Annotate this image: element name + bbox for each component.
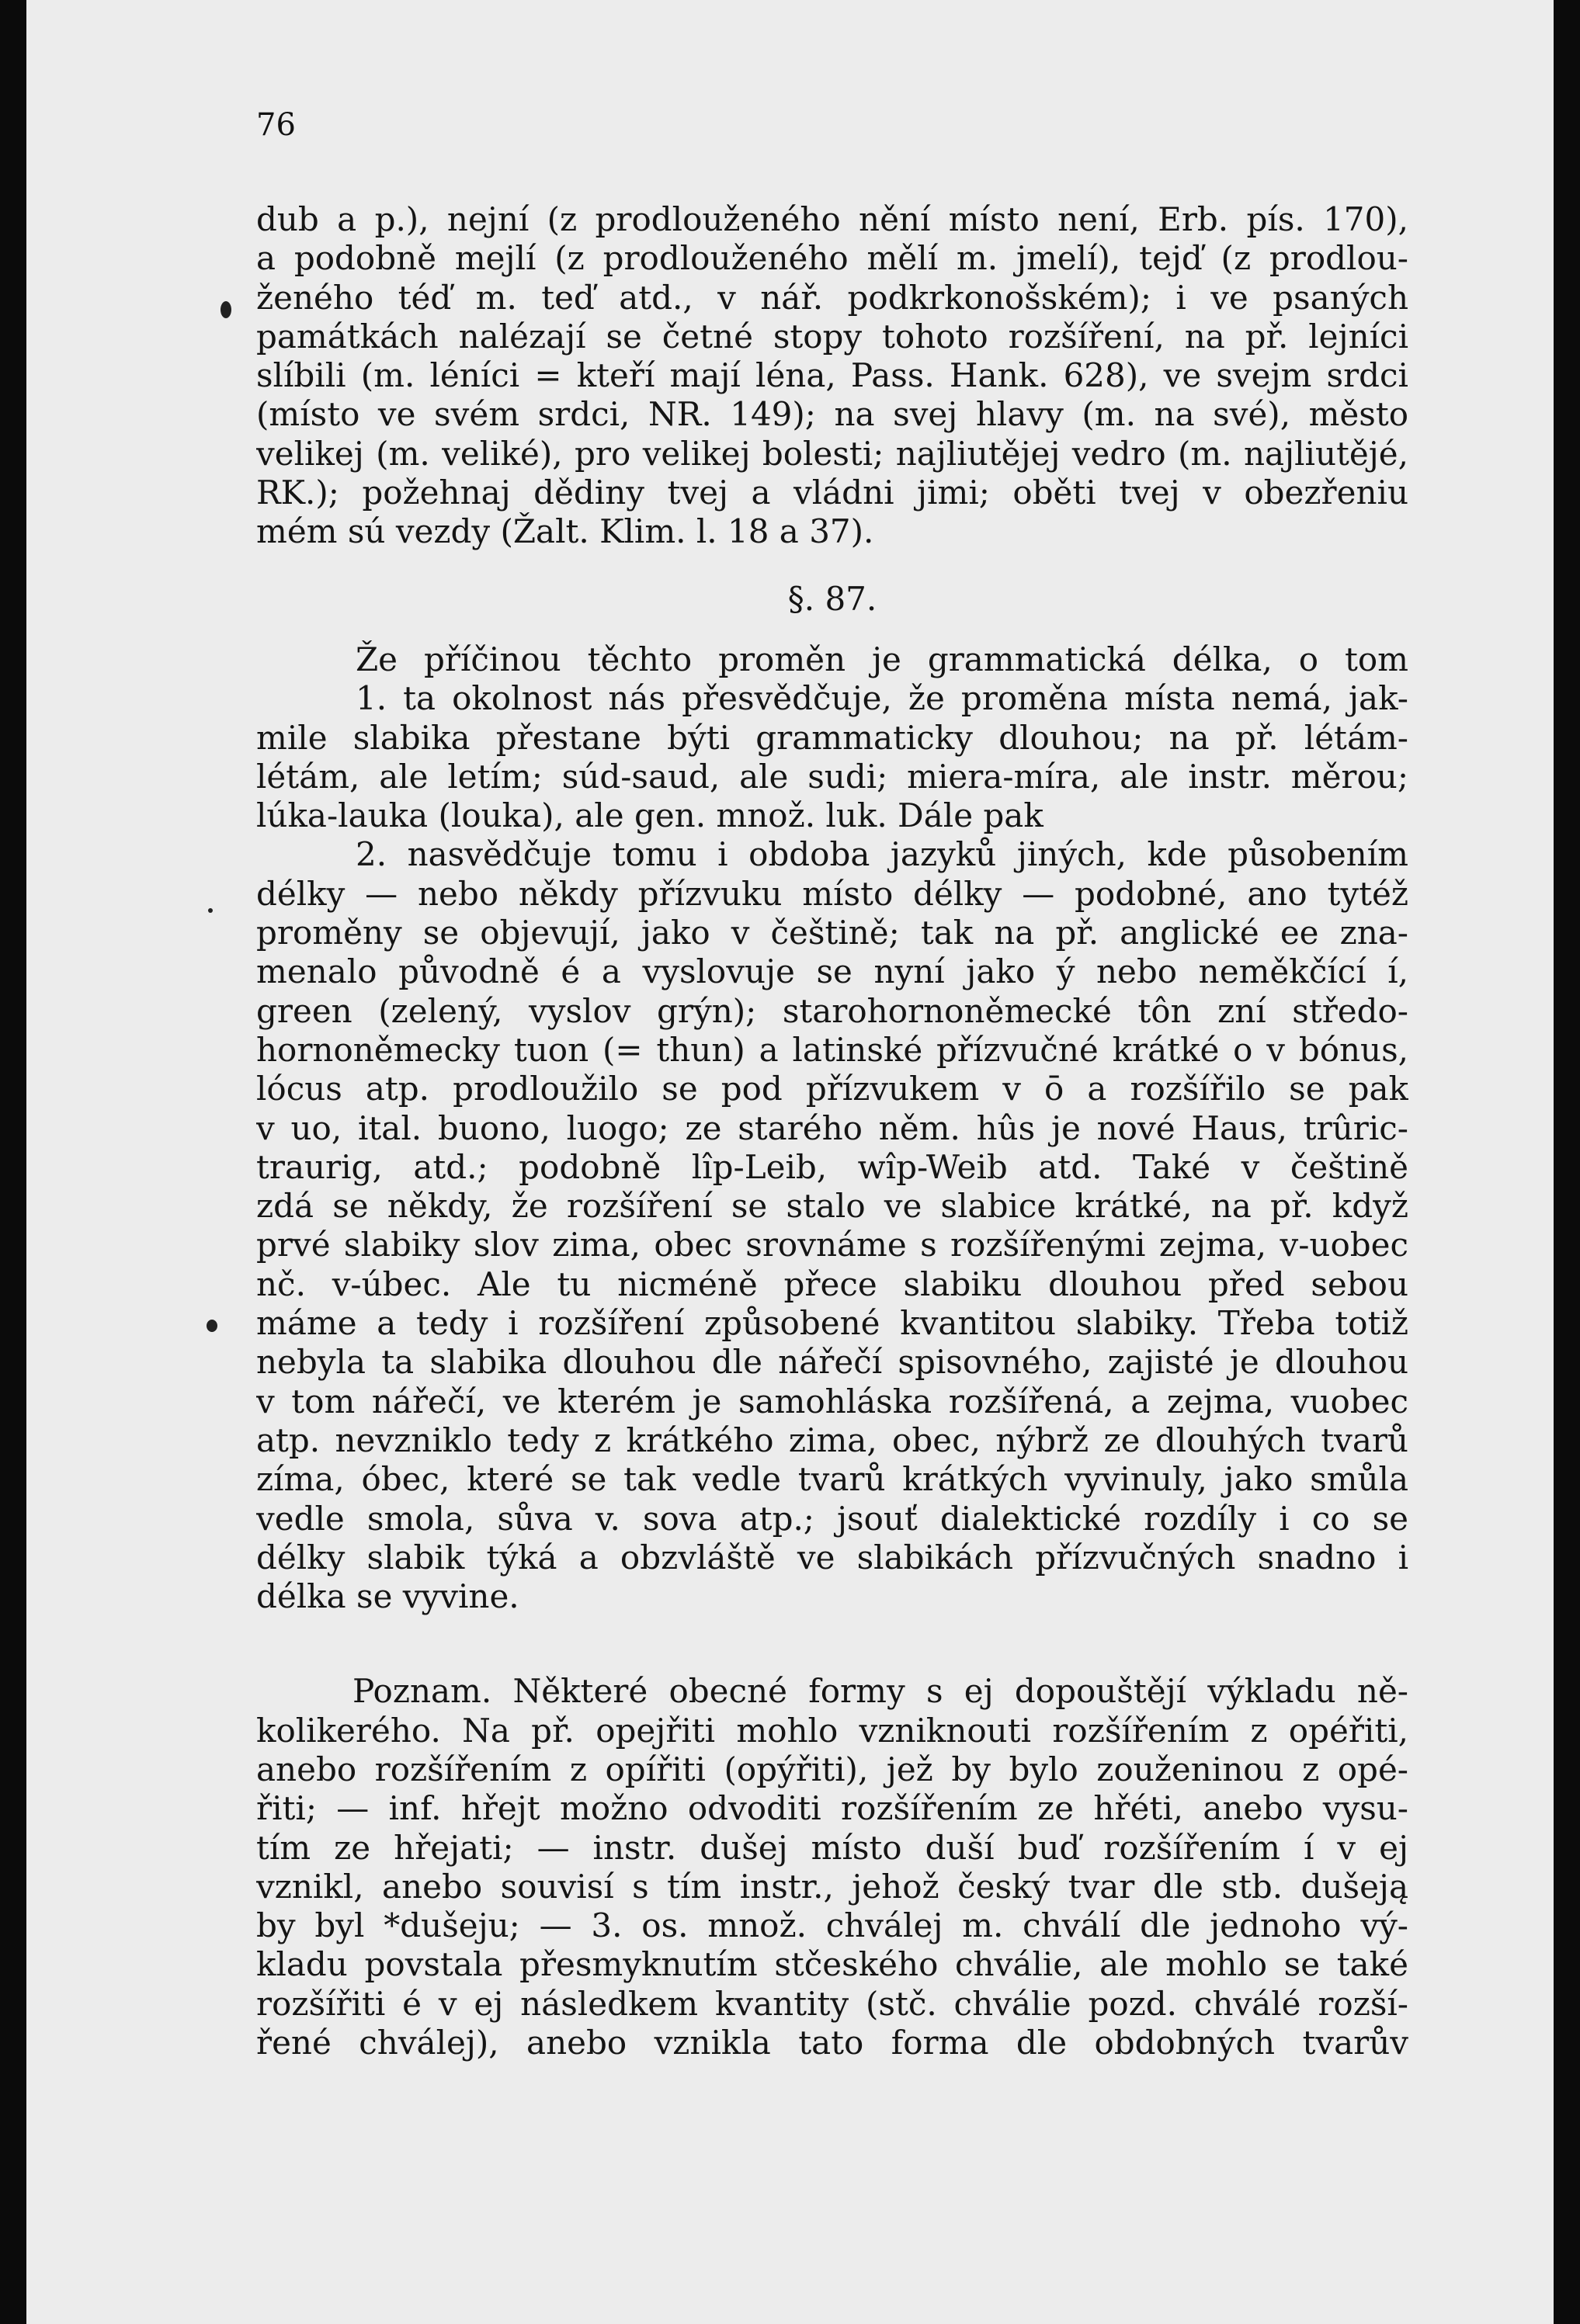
- text-line: lúka-lauka (louka), ale gen. množ. luk. Dále pak: [256, 796, 1043, 835]
- text-line: délky slabik týká a obzvláště ve slabikách přízvučných snadno i: [256, 1538, 1408, 1577]
- text-line: by byl *dušeju; — 3. os. množ. chválej m. chválí dle jednoho vý-: [256, 1906, 1408, 1945]
- text-line: prvé slabiky slov zima, obec srovnáme s rozšířenými zejma, v-uobec: [256, 1226, 1408, 1264]
- text-line: anebo rozšířením z opířiti (opýřiti), jež by bylo zouženinou z opé-: [256, 1750, 1408, 1788]
- text-line: v uo, ital. buono, luogo; ze starého něm. hûs je nové Haus, trûric-: [256, 1108, 1408, 1147]
- text-line: řené chválej), anebo vznikla tato forma dle obdobných tvarův: [256, 2024, 1408, 2062]
- text-line: nebyla ta slabika dlouhou dle nářečí spisovného, zajisté je dlouhou: [256, 1343, 1408, 1382]
- scan-border-left: [0, 0, 26, 2324]
- text-line: green (zelený, vyslov grýn); starohornoněmecké tôn zní středo-: [256, 991, 1408, 1030]
- page-body: [256, 200, 1408, 2062]
- text-line: a podobně mejlí (z prodlouženého mělí m. jmelí), tejď (z prodlou-: [256, 239, 1408, 278]
- text-line: Že příčinou těchto proměn je grammatická délka, o tom: [356, 640, 1408, 678]
- text-line: délky — nebo někdy přízvuku místo délky — podobné, ano tytéž: [256, 874, 1408, 913]
- main-section: [256, 640, 1408, 1616]
- text-line: ženého téď m. teď atd., v nář. podkrkonošském); i ve psaných: [256, 278, 1408, 317]
- text-line: proměny se objevují, jako v češtině; tak na př. anglické ee zna-: [256, 914, 1408, 952]
- section-heading: §. 87.: [787, 579, 877, 618]
- text-line: mile slabika přestane býti grammaticky dlouhou; na př. létám-: [256, 718, 1408, 757]
- text-line: tím ze hřejati; — instr. dušej místo duší buď rozšířením í v ej: [256, 1828, 1408, 1867]
- text-line: délka se vyvine.: [256, 1577, 519, 1616]
- ink-speck: [207, 1320, 217, 1332]
- text-line: nč. v-úbec. Ale tu nicméně přece slabiku dlouhou před sebou: [256, 1264, 1408, 1303]
- text-line: rozšířiti é v ej následkem kvantity (stč. chválie pozd. chválé rozší-: [256, 1984, 1408, 2023]
- text-line: lócus atp. prodloužilo se pod přízvukem v ō a rozšířilo se pak: [256, 1070, 1408, 1108]
- text-line: vedle smola, sůva v. sova atp.; jsouť dialektické rozdíly i co se: [256, 1499, 1408, 1538]
- text-line: vznikl, anebo souvisí s tím instr., jehož český tvar dle stb. dušeją: [256, 1867, 1408, 1906]
- page-number: 76: [256, 107, 296, 143]
- text-line: kladu povstala přesmyknutím stčeského chválie, ale mohlo se také: [256, 1945, 1408, 1984]
- text-line: atp. nevzniklo tedy z krátkého zima, obec, nýbrž ze dlouhých tvarů: [256, 1420, 1408, 1459]
- spacer: [256, 1616, 1408, 1672]
- text-line: RK.); požehnaj dědiny tvej a vládni jimi; oběti tvej v obezřeniu: [256, 473, 1408, 512]
- text-line: máme a tedy i rozšíření způsobené kvantitou slabiky. Třeba totiž: [256, 1304, 1408, 1343]
- text-line: Poznam. Některé obecné formy s ej dopouštějí výkladu ně-: [352, 1672, 1408, 1711]
- text-line: slíbili (m. léníci = kteří mají léna, Pass. Hank. 628), ve svejm srdci: [256, 356, 1408, 395]
- scan-border-right: [1554, 0, 1580, 2324]
- text-line: létám, ale letím; súd-saud, ale sudi; miera-míra, ale instr. měrou;: [256, 757, 1408, 796]
- note-paragraph: [256, 1672, 1408, 2062]
- continued-paragraph: [256, 200, 1408, 552]
- ink-speck: [208, 908, 213, 913]
- text-line: menalo původně é a vyslovuje se nyní jako ý nebo neměkčící í,: [256, 952, 1408, 991]
- text-line: hornoněmecky tuon (= thun) a latinské přízvučné krátké o v bónus,: [256, 1030, 1408, 1069]
- ink-speck: [221, 301, 231, 318]
- text-line: dub a p.), nejní (z prodlouženého nění místo není, Erb. pís. 170),: [256, 200, 1408, 238]
- text-line: velikej (m. veliké), pro velikej bolesti; najliutějej vedro (m. najliutějé,: [256, 434, 1408, 473]
- text-line: zdá se někdy, že rozšíření se stalo ve slabice krátké, na př. když: [256, 1187, 1408, 1226]
- text-line: 2. nasvědčuje tomu i obdoba jazyků jiných, kde působením: [356, 835, 1408, 874]
- text-line: památkách nalézají se četné stopy tohoto rozšíření, na př. lejníci: [256, 317, 1408, 356]
- text-line: kolikerého. Na př. opejřiti mohlo vzniknouti rozšířením z opéřiti,: [256, 1711, 1408, 1750]
- text-line: (místo ve svém srdci, NR. 149); na svej hlavy (m. na své), město: [256, 395, 1408, 434]
- text-line: zíma, óbec, které se tak vedle tvarů krátkých vyvinuly, jako smůla: [256, 1460, 1408, 1499]
- text-line: traurig, atd.; podobně lîp-Leib, wîp-Weib atd. Také v češtině: [256, 1147, 1408, 1186]
- text-line: 1. ta okolnost nás přesvědčuje, že proměna místa nemá, jak-: [356, 679, 1408, 718]
- text-line: mém sú vezdy (Žalt. Klim. l. 18 a 37).: [256, 512, 874, 551]
- text-line: řiti; — inf. hřejt možno odvoditi rozšířením ze hřéti, anebo vysu-: [256, 1789, 1408, 1828]
- text-line: v tom nářečí, ve kterém je samohláska rozšířená, a zejma, vuobec: [256, 1382, 1408, 1420]
